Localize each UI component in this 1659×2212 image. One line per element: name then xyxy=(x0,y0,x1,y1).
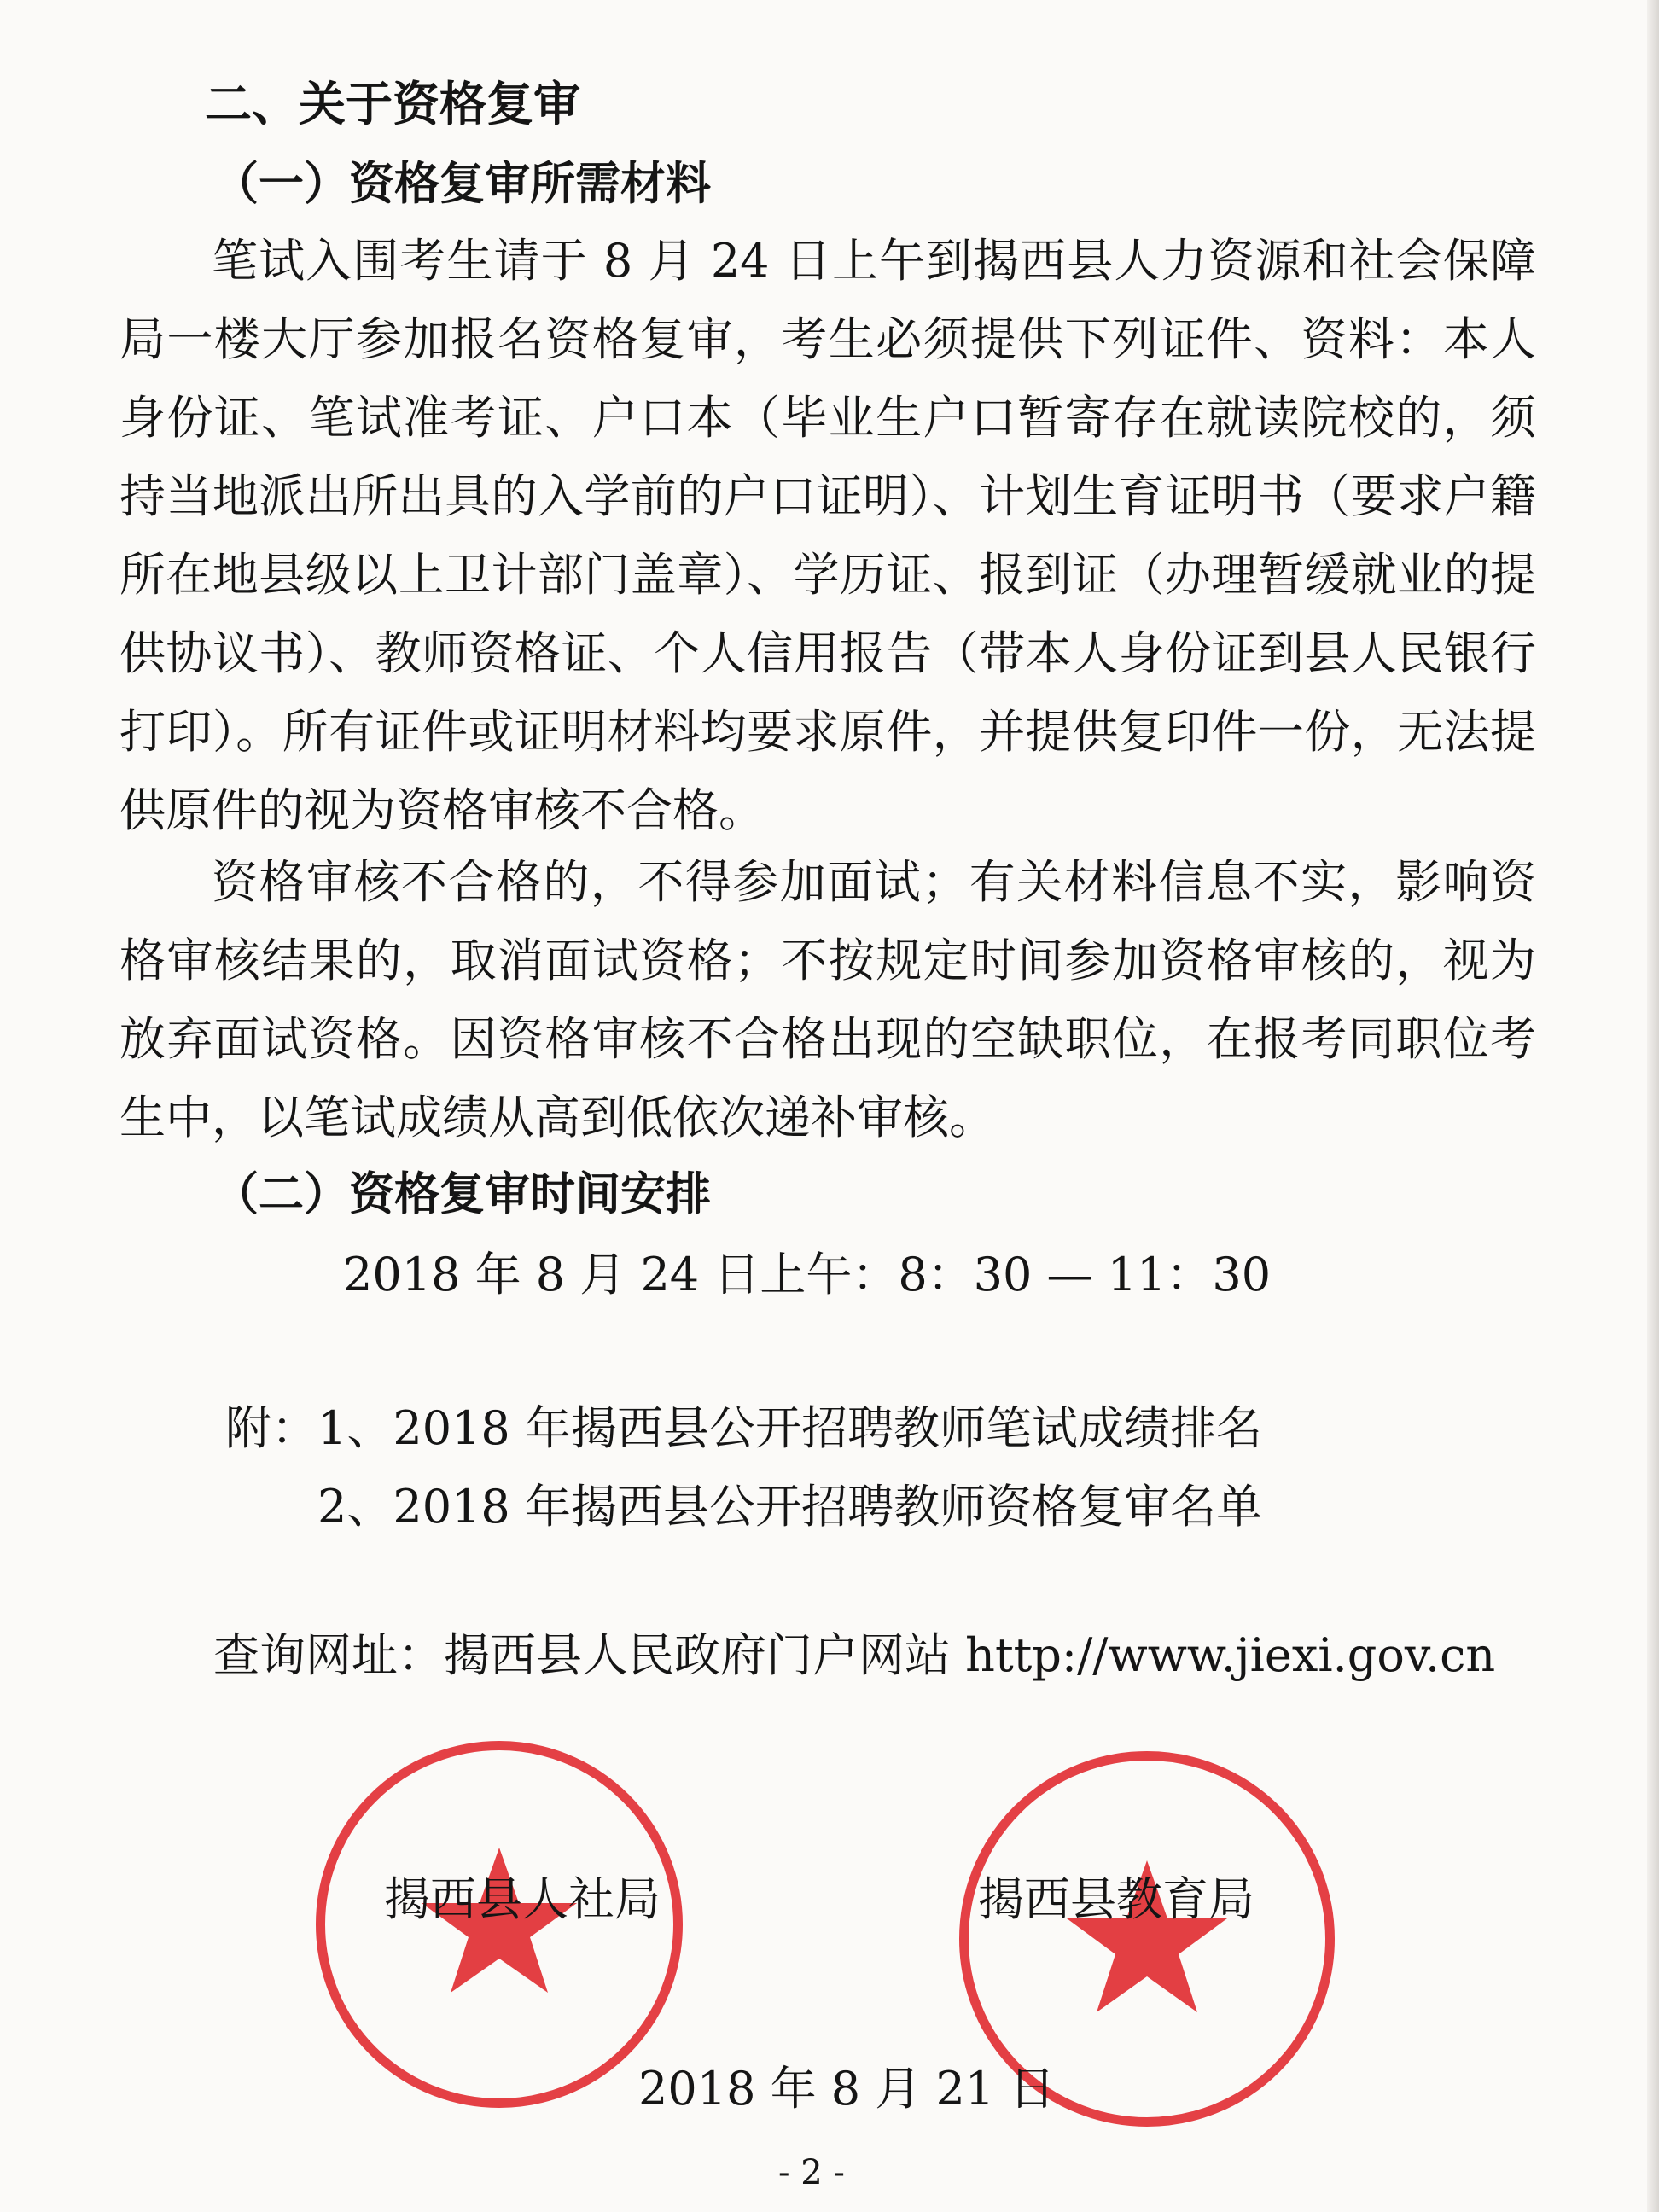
subsection-heading-materials: （一）资格复审所需材料 xyxy=(213,158,711,210)
schedule-time: 2018 年 8 月 24 日上午：8：30 — 11：30 xyxy=(343,1248,1272,1301)
page-number: - 2 - xyxy=(778,2153,845,2192)
signatory-education: 揭西县教育局 xyxy=(978,1872,1254,1926)
issue-date: 2018 年 8 月 21 日 xyxy=(638,2062,1056,2116)
materials-paragraph: 笔试入围考生请于 8 月 24 日上午到揭西县人力资源和社会保障局一楼大厅参加报名资格复审，考生必须提供下列证件、资料：本人身份证、笔试准考证、户口本（毕业生户口暂寄存在就读院校的，须持当地派出所出具的入学前的户口证明）、计划生育证明书（要求户籍所在地县级以上卫计部门盖章）、学历证、报到证（办理暂缓就业的提供协议书）、教师资格证、个人信用报告（带本人身份证到县人民银行打印）。所有证件或证明材料均要求原件，并提供复印件一份，无法提供原件的视为资格审核不合格。 xyxy=(119,234,1536,837)
signatory-hrss: 揭西县人社局 xyxy=(384,1872,661,1926)
review-rules-paragraph: 资格审核不合格的，不得参加面试；有关材料信息不实，影响资格审核结果的，取消面试资格；不按规定时间参加资格审核的，视为放弃面试资格。因资格审核不合格出现的空缺职位，在报考同职位考生中，以笔试成绩从高到低依次递补审核。 xyxy=(119,855,1536,1144)
attachment-item-2: 2、2018 年揭西县公开招聘教师资格复审名单 xyxy=(317,1480,1262,1534)
section-heading: 二、关于资格复审 xyxy=(205,77,581,131)
subsection-heading-schedule: （二）资格复审时间安排 xyxy=(213,1168,711,1220)
query-url: 查询网址：揭西县人民政府门户网站 http://www.jiexi.gov.cn xyxy=(213,1628,1496,1682)
scan-edge xyxy=(1647,0,1659,2212)
attachment-item-1: 附：1、2018 年揭西县公开招聘教师笔试成绩排名 xyxy=(225,1401,1262,1455)
